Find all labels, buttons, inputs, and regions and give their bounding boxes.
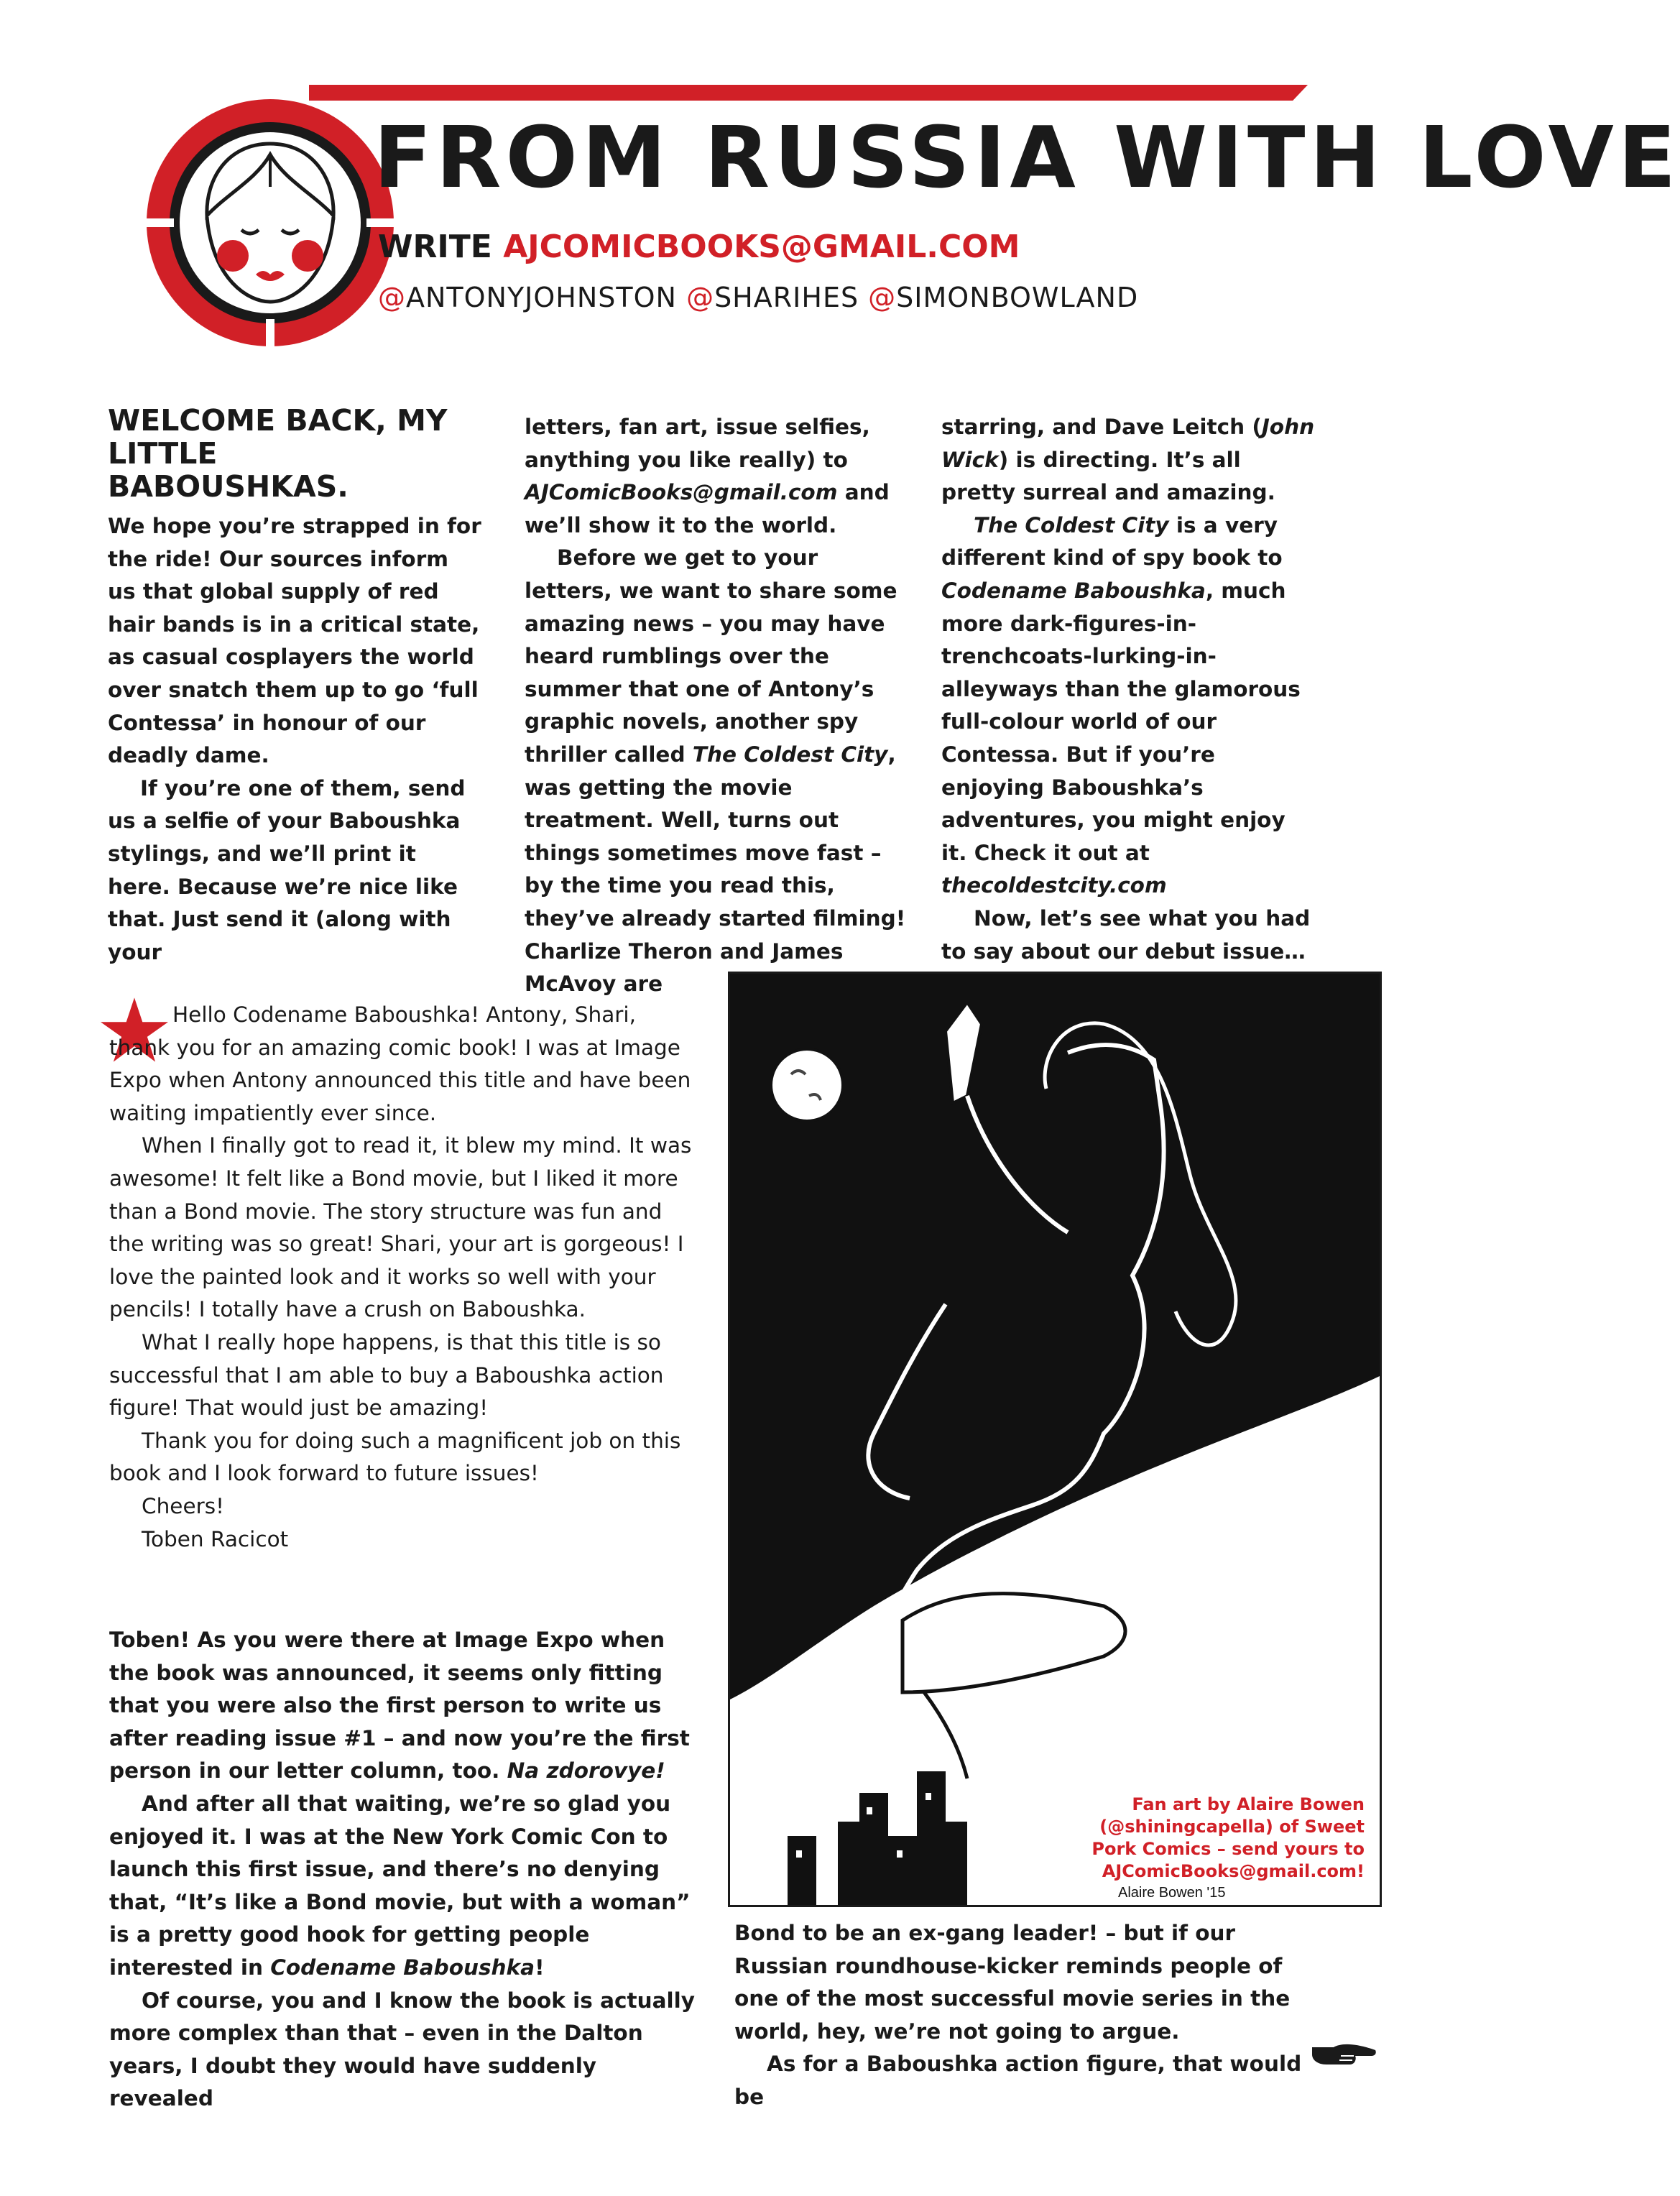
editor-reply-continued — [734, 1917, 1324, 2114]
paragraph: As for a Baboushka action figure, that would be — [734, 2052, 1302, 2109]
pointing-hand-icon — [1312, 2040, 1377, 2067]
paragraph: If you’re one of them, send us a selfie of your Baboushka stylings, and we’ll print it here. Because we’re nice like that. Just send it (along with your — [108, 775, 466, 964]
paragraph: Toben! As you were there at Image Expo when the book was announced, it seems only fitting that you were also the first person to write us after reading issue #1 – and now you’re the first person in our letter column, too. Na zdorovye! — [109, 1628, 690, 1784]
paragraph: We hope you’re strapped in for the ride! Our sources inform us that global supply of red hair bands is in a critical state, as casual cosplayers the world over snatch them up to go ‘full Contessa’ in honour of our deadly dame. — [108, 514, 481, 768]
social-handles — [378, 282, 1138, 313]
matryoshka-logo-icon — [141, 93, 400, 352]
paragraph: letters, fan art, issue selfies, anything you like really) to AJComicBooks@gmail.com and we’ll show it to the world. — [525, 415, 890, 538]
handle-item[interactable]: @SIMONBOWLAND — [868, 282, 1139, 313]
paragraph: starring, and Dave Leitch (John Wick) is directing. It’s all pretty surreal and amazing. — [941, 415, 1315, 505]
handle-item[interactable]: @ANTONYJOHNSTON — [378, 282, 677, 313]
paragraph: What I really hope happens, is that this title is so successful that I am able to buy a Baboushka action figure! That would just be amazing! — [109, 1329, 664, 1421]
paragraph: Thank you for doing such a magnificent job on this book and I look forward to future issues! — [109, 1428, 681, 1486]
email-link[interactable]: AJComicBooks@gmail.com — [525, 480, 838, 505]
fan-art-caption: Fan art by Alaire Bowen (@shiningcapella) of Sweet Pork Comics – send yours to AJComicBooks@gmail.com! — [1091, 1794, 1365, 1881]
editor-reply — [109, 1624, 698, 2116]
paragraph: Hello Codename Baboushka! Antony, Shari, thank you for an amazing comic book! I was at Image Expo when Antony announced this title and have been waiting impatiently ever since. — [109, 1002, 691, 1125]
paragraph: Before we get to your letters, we want to share some amazing news – you may have heard rumblings over the summer that one of Antony’s graphic novels, another spy thriller called The Coldest City, was getting the movie treatment. Well, turns out things sometimes move fast – by the time you read this, they’ve already started filming! Charlize Theron and James McAvoy are — [525, 545, 906, 997]
intro-column-1 — [108, 510, 481, 969]
reader-letter — [109, 999, 698, 1556]
write-line — [378, 229, 1020, 265]
website-link[interactable]: thecoldestcity.com — [941, 873, 1167, 898]
paragraph: Of course, you and I know the book is actually more complex than that – even in the Dalton years, I doubt they would have suddenly revealed — [109, 1988, 695, 2111]
fan-art-illustration — [730, 974, 1380, 1905]
intro-heading: WELCOME BACK, MY LITTLE BABOUSHKAS. — [108, 403, 448, 504]
intro-column-3 — [941, 411, 1315, 968]
page-title: FROM RUSSIA WITH LOVE — [374, 108, 1680, 207]
write-label: WRITE — [378, 229, 492, 265]
paragraph: And after all that waiting, we’re so glad you enjoyed it. I was at the New York Comic Con to launch this first issue, and there’s no denying that, “It’s like a Bond movie, but with a woman” is a pretty good hook for getting people interested in Codename Baboushka! — [109, 1791, 691, 1980]
paragraph: Now, let’s see what you had to say about our debut issue… — [941, 905, 1311, 964]
contact-email[interactable]: AJCOMICBOOKS@GMAIL.COM — [503, 229, 1020, 265]
fan-art-panel — [728, 972, 1382, 1907]
letter-author: Toben Racicot — [142, 1526, 289, 1551]
intro-column-2 — [525, 411, 913, 1001]
handle-item[interactable]: @SHARIHES — [686, 282, 859, 313]
header-red-bar — [309, 85, 1308, 101]
letter-signoff: Cheers! — [142, 1493, 224, 1518]
paragraph: Bond to be an ex-gang leader! – but if our Russian roundhouse-kicker reminds people of one of the most successful movie series in the world, hey, we’re not going to argue. — [734, 1921, 1291, 2044]
artist-signature: Alaire Bowen '15 — [1118, 1885, 1226, 1901]
paragraph: When I finally got to read it, it blew my mind. It was awesome! It felt like a Bond movie, but I liked it more than a Bond movie. The story structure was fun and the writing was so great! Shari, your art is gorgeous! I love the painted look and it works so well with your pencils! I totally have a crush on Baboushka. — [109, 1133, 692, 1322]
paragraph: The Coldest City is a very different kind of spy book to Codename Baboushka, much more dark-figures-in-trenchcoats-lurking-in-alleyways than the glamorous full-colour world of our Contessa. But if you’re enjoying Baboushka’s adventures, you might enjoy it. Check it out at thecoldestcity.com — [941, 512, 1301, 898]
